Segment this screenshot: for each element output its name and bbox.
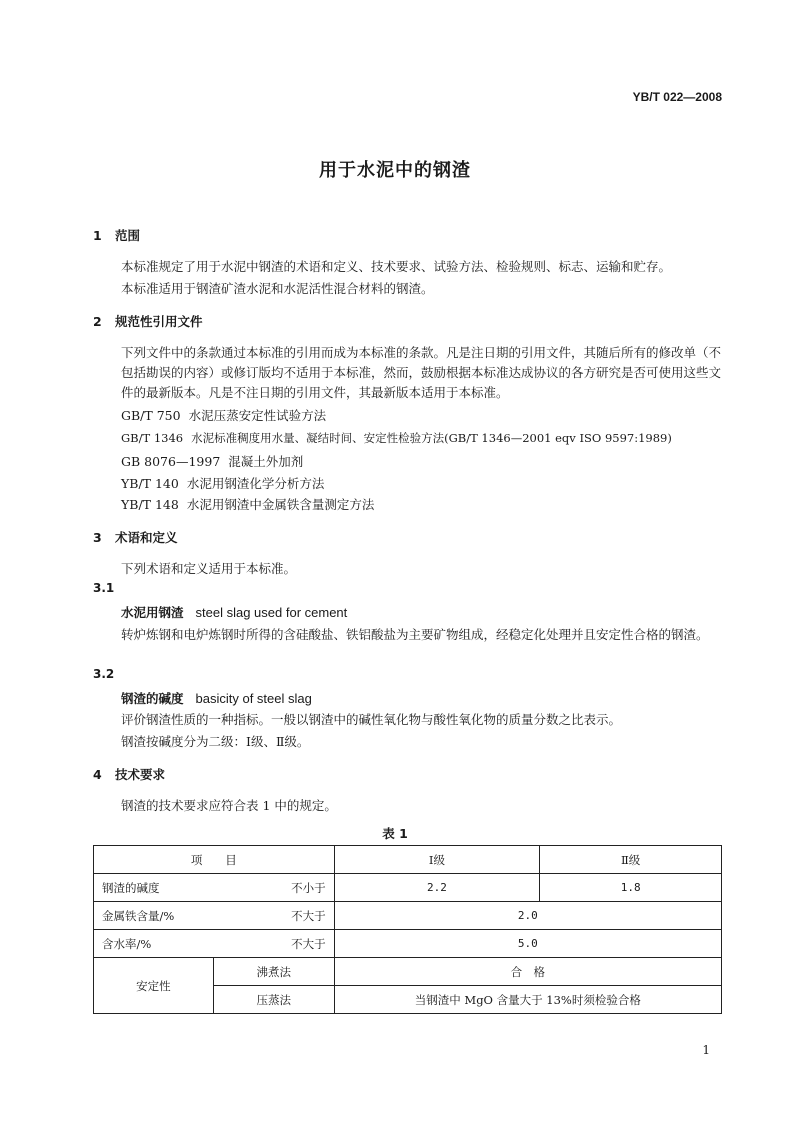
autoclave-result: 当钢渣中 MgO 含量大于 13%时须检验合格 [334, 986, 721, 1014]
reference-title: 水泥用钢渣化学分析方法 [186, 476, 325, 491]
row-label: 含水率/% [102, 936, 152, 951]
table-row-soundness-boiling [94, 958, 722, 986]
tech-requirements-intro: 钢渣的技术要求应符合表 1 中的规定。 [121, 798, 337, 813]
section-title: 术语和定义 [115, 530, 178, 545]
term-3-2-definition: 评价钢渣性质的一种指标。一般以钢渣中的碱性氧化物与酸性氧化物的质量分数之比表示。 [121, 712, 622, 727]
term-3-1-definition [93, 624, 723, 645]
page-number: 1 [702, 1043, 710, 1057]
header-item: 项 目 [94, 846, 335, 874]
header-grade-2: Ⅱ级 [540, 846, 722, 874]
section-title: 规范性引用文件 [115, 314, 203, 329]
reference-item [121, 406, 326, 425]
row-label-cell [94, 930, 335, 958]
reference-title: 水泥压蒸安定性试验方法 [188, 408, 327, 423]
section-number: 4 [93, 767, 102, 782]
table-row-moisture [94, 930, 722, 958]
row-condition: 不大于 [291, 936, 326, 951]
table-header-row [94, 846, 722, 874]
basicity-grade-2-value: 1.8 [540, 874, 722, 902]
table-row-metal-iron [94, 902, 722, 930]
boiling-result: 合 格 [334, 958, 721, 986]
soundness-label: 安定性 [94, 958, 214, 1014]
reference-item [121, 495, 374, 514]
header-grade-1: Ⅰ级 [334, 846, 540, 874]
term-3-1 [121, 602, 347, 621]
section-number: 3 [93, 530, 102, 545]
row-label: 钢渣的碱度 [102, 880, 160, 895]
section-number: 2 [93, 314, 102, 329]
reference-code: GB/T 1346 [121, 431, 184, 445]
row-condition: 不小于 [291, 880, 326, 895]
reference-code: GB 8076—1997 [121, 454, 221, 469]
term-chinese: 水泥用钢渣 [121, 605, 184, 620]
reference-title: 混凝土外加剂 [228, 454, 304, 469]
reference-title: 水泥用钢渣中金属铁含量测定方法 [186, 497, 375, 512]
term-3-2-note: 钢渣按碱度分为二级：Ⅰ级、Ⅱ级。 [121, 734, 310, 749]
technical-requirements-table [93, 845, 722, 1014]
row-label: 金属铁含量/% [102, 908, 175, 923]
term-english: basicity of steel slag [195, 691, 312, 706]
reference-title: 水泥标准稠度用水量、凝结时间、安定性检验方法(GB/T 1346—2001 eqv ISO 9597:1989) [191, 431, 672, 445]
row-condition: 不大于 [291, 908, 326, 923]
reference-item [121, 474, 324, 493]
table-caption: 表 1 [382, 826, 408, 841]
section-1-heading [93, 226, 140, 244]
reference-code: GB/T 750 [121, 408, 181, 423]
reference-code: YB/T 140 [121, 476, 179, 491]
section-title: 技术要求 [115, 767, 166, 782]
standard-code: YB/T 022—2008 [632, 90, 722, 104]
row-label-cell [94, 874, 335, 902]
document-title: 用于水泥中的钢渣 [319, 160, 471, 181]
references-intro [93, 343, 723, 403]
term-chinese: 钢渣的碱度 [121, 691, 184, 706]
terms-intro: 下列术语和定义适用于本标准。 [121, 561, 297, 576]
boiling-method: 沸煮法 [213, 958, 334, 986]
reference-code: YB/T 148 [121, 497, 179, 512]
reference-item [121, 429, 672, 448]
table-row-basicity [94, 874, 722, 902]
scope-paragraph-1: 本标准规定了用于水泥中钢渣的术语和定义、技术要求、试验方法、检验规则、标志、运输和贮存。 [121, 259, 672, 274]
clause-3-2-number: 3.2 [93, 667, 115, 681]
term-3-2 [121, 688, 312, 707]
section-4-heading [93, 765, 165, 783]
section-number: 1 [93, 228, 102, 243]
references-intro-text: 下列文件中的条款通过本标准的引用而成为本标准的条款。凡是注日期的引用文件，其随后所有的修改单（不包括勘误的内容）或修订版均不适用于本标准，然而，鼓励根据本标准达成协议的各方研究是否可使用这些文件的最新版本。凡是不注日期的引用文件，其最新版本适用于本标准。 [121, 345, 722, 400]
definition-text: 转炉炼钢和电炉炼钢时所得的含硅酸盐、铁铝酸盐为主要矿物组成，经稳定化处理并且安定性合格的钢渣。 [121, 627, 709, 642]
term-english: steel slag used for cement [195, 605, 348, 620]
scope-paragraph-2: 本标准适用于钢渣矿渣水泥和水泥活性混合材料的钢渣。 [121, 281, 434, 296]
moisture-value: 5.0 [334, 930, 721, 958]
reference-item [121, 452, 303, 471]
row-label-cell [94, 902, 335, 930]
autoclave-method: 压蒸法 [213, 986, 334, 1014]
basicity-grade-1-value: 2.2 [334, 874, 540, 902]
section-title: 范围 [115, 228, 141, 243]
metal-iron-value: 2.0 [334, 902, 721, 930]
clause-3-1-number: 3.1 [93, 581, 115, 595]
section-2-heading [93, 312, 203, 330]
section-3-heading [93, 528, 178, 546]
